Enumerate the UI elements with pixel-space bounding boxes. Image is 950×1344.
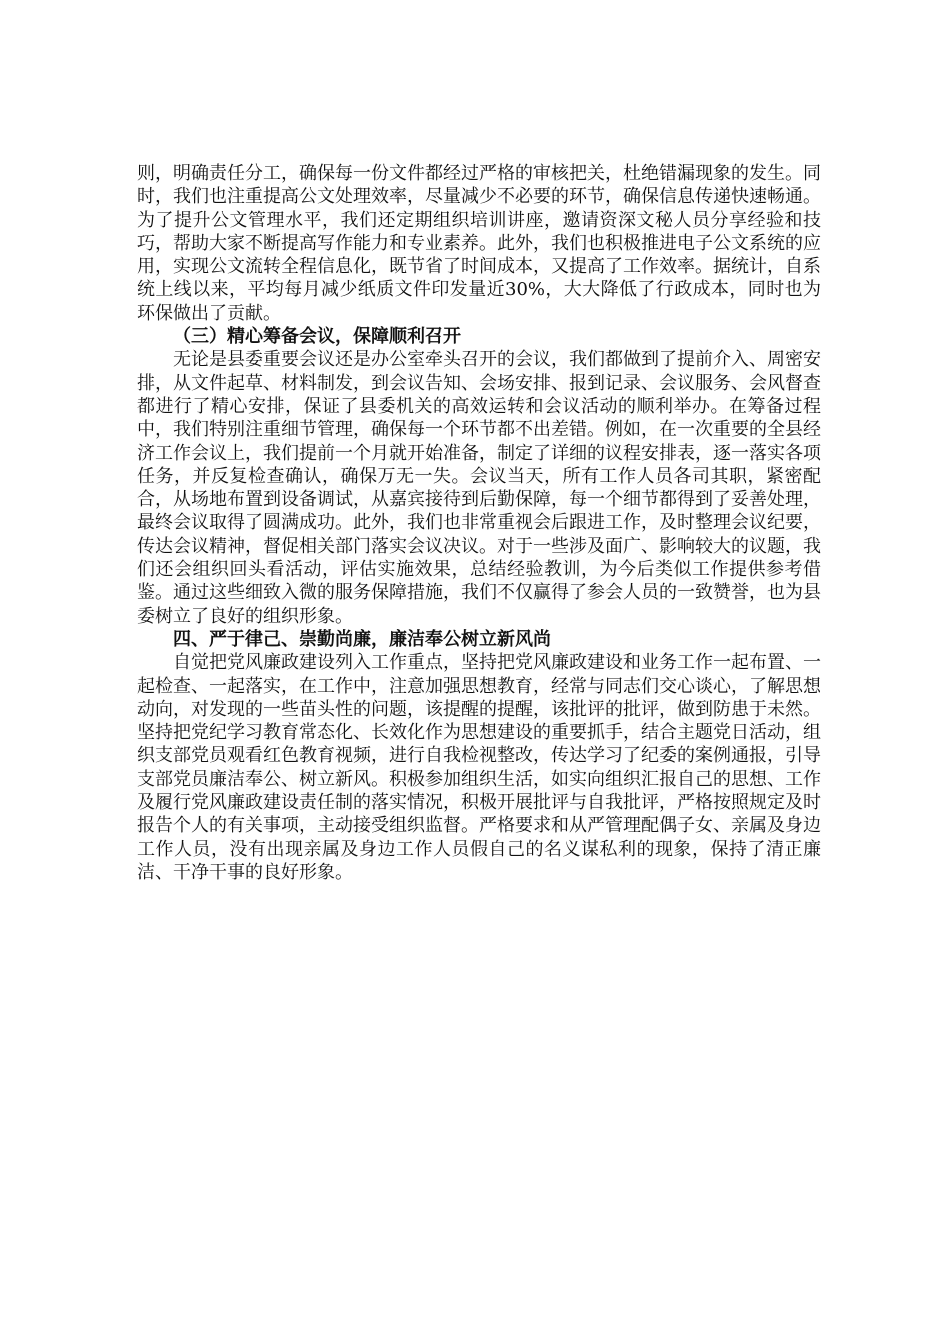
section-heading-meetings: （三）精心筹备会议，保障顺利召开 xyxy=(173,326,461,348)
paragraph-integrity: 自觉把党风廉政建设列入工作重点，坚持把党风廉政建设和业务工作一起布置、一起检查、一起落实，在工作中，注意加强思想教育，经常与同志们交心谈心，了解思想动向，对发现的一些苗头性的问题，该提醒的提醒，该批评的批评，做到防患于未然。坚持把党纪学习教育常态化、长效化作为思想建设的重要抓手，结合主题党日活动，组织支部党员观看红色教育视频，进行自我检视整改，传达学习了纪委的案例通报，引导支部党员廉洁奉公、树立新风。积极参加组织生活，如实向组织汇报自己的思想、工作及履行党风廉政建设责任制的落实情况，积极开展批评与自我批评，严格按照规定及时报告个人的有关事项，主动接受组织监督。严格要求和从严管理配偶子女、亲属及身边工作人员，没有出现亲属及身边工作人员假自己的名义谋私利的现象，保持了清正廉洁、干净干事的良好形象。 xyxy=(137,652,821,883)
document-page xyxy=(137,162,821,884)
section-heading-integrity: 四、严于律己、崇勤尚廉，廉洁奉公树立新风尚 xyxy=(173,628,551,650)
paragraph-continuation: 则，明确责任分工，确保每一份文件都经过严格的审核把关，杜绝错漏现象的发生。同时，我们也注重提高公文处理效率，尽量减少不必要的环节，确保信息传递快速畅通。为了提升公文管理水平，我们还定期组织培训讲座，邀请资深文秘人员分享经验和技巧，帮助大家不断提高写作能力和专业素养。此外，我们也积极推进电子公文系统的应用，实现公文流转全程信息化，既节省了时间成本，又提高了工作效率。据统计，自系统上线以来，平均每月减少纸质文件印发量近30%，大大降低了行政成本，同时也为环保做出了贡献。 xyxy=(137,163,821,324)
paragraph-meetings: 无论是县委重要会议还是办公室牵头召开的会议，我们都做到了提前介入、周密安排，从文件起草、材料制发，到会议告知、会场安排、报到记录、会议服务、会风督查都进行了精心安排，保证了县委机关的高效运转和会议活动的顺利举办。在筹备过程中，我们特别注重细节管理，确保每一个环节都不出差错。例如，在一次重要的全县经济工作会议上，我们提前一个月就开始准备，制定了详细的议程安排表，逐一落实各项任务，并反复检查确认，确保万无一失。会议当天，所有工作人员各司其职，紧密配合，从场地布置到设备调试，从嘉宾接待到后勤保障，每一个细节都得到了妥善处理，最终会议取得了圆满成功。此外，我们也非常重视会后跟进工作，及时整理会议纪要，传达会议精神，督促相关部门落实会议决议。对于一些涉及面广、影响较大的议题，我们还会组织回头看活动，评估实施效果，总结经验教训，为今后类似工作提供参考借鉴。通过这些细致入微的服务保障措施，我们不仅赢得了参会人员的一致赞誉，也为县委树立了良好的组织形象。 xyxy=(137,349,821,627)
